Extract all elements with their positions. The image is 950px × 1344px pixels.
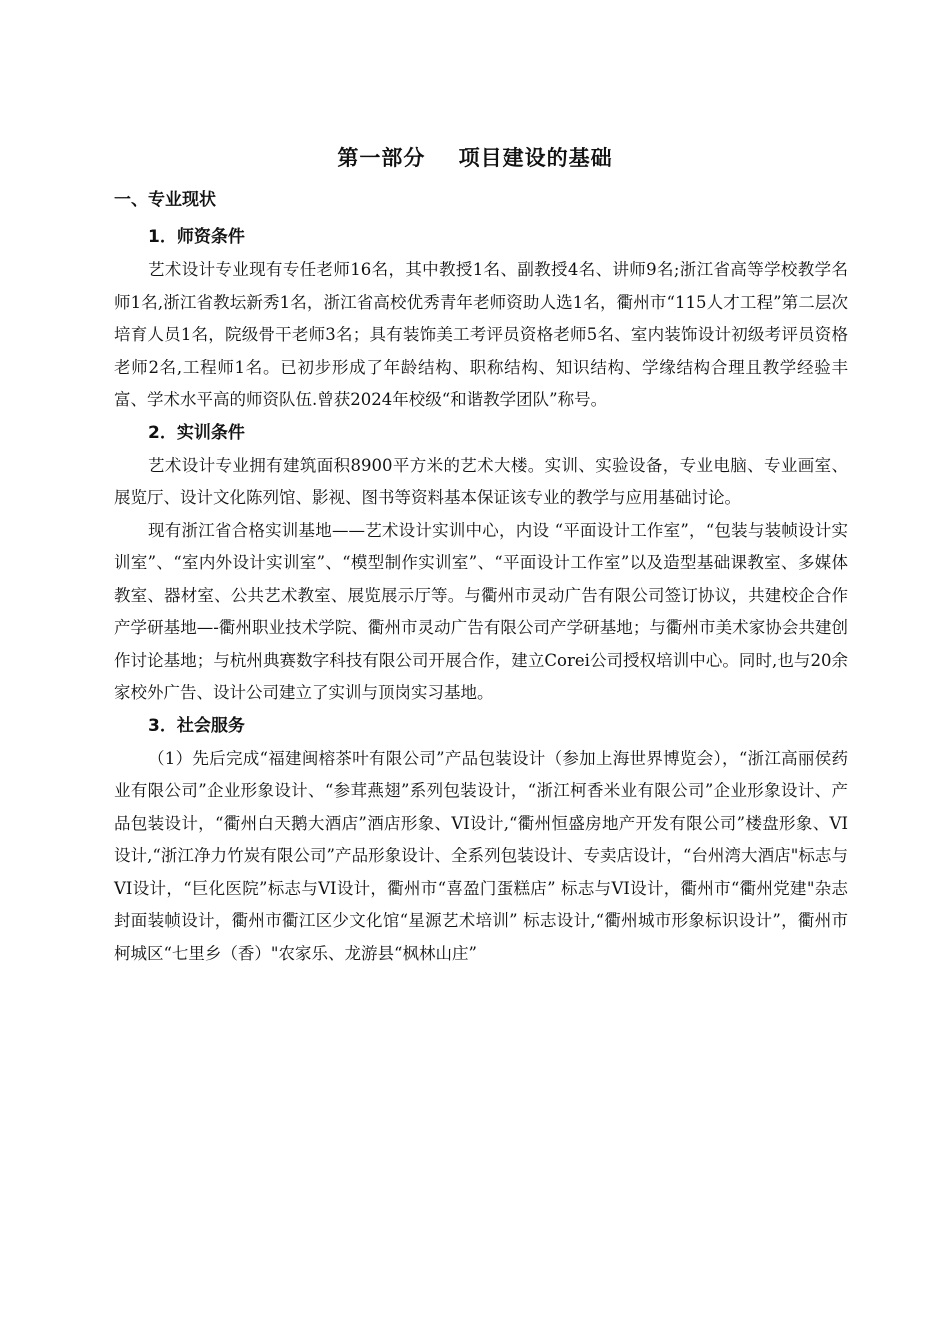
page-title: 第一部分 项目建设的基础 [337,146,613,170]
subsection-heading-training: 2．实训条件 [148,422,245,443]
section-heading-current-status: 一、专业现状 [114,190,216,210]
paragraph-training-building: 艺术设计专业拥有建筑面积8900平方米的艺术大楼。实训、实验设备，专业电脑、专业画室、展览厅、设计文化陈列馆、影视、图书等资料基本保证该专业的教学与应用基础讨论。 [114,455,848,507]
subsection-heading-social-service: 3．社会服务 [148,715,245,736]
paragraph-faculty: 艺术设计专业现有专任老师16名，其中教授1名、副教授4名、讲师9名;浙江省高等学校教学名师1名,浙江省教坛新秀1名，浙江省高校优秀青年老师资助人选1名，衢州市“115人才工程”第二层次培育人员1名，院级骨干老师3名；具有装饰美工考评员资格老师5名、室内装饰设计初级考评员资格老师2名,工程师1名。已初步形成了年龄结构、职称结构、知识结构、学缘结构合理且教学经验丰富、学术水平高的师资队伍.曾获2024年校级“和谐教学团队”称号。 [114,260,848,409]
paragraph-training-bases: 现有浙江省合格实训基地——艺术设计实训中心，内设 “平面设计工作室”，“包装与装帧设计实训室”、“室内外设计实训室”、“模型制作实训室”、“平面设计工作室”以及造型基础课教室、多媒体教室、器材室、公共艺术教室、展览展示厅等。与衢州市灵动广告有限公司签订协议，共建校企合作产学研基地—-衢州职业技术学院、衢州市灵动广告有限公司产学研基地；与衢州市美术家协会共建创作讨论基地；与杭州典赛数字科技有限公司开展合作，建立Corei公司授权培训中心。同时,也与20余家校外广告、设计公司建立了实训与顶岗实习基地。 [114,520,848,702]
paragraph-social-service-projects: （1）先后完成“福建闽榕茶叶有限公司”产品包装设计（参加上海世界博览会），“浙江高丽侯药业有限公司”企业形象设计、“参茸燕翅”系列包装设计，“浙江柯香米业有限公司”企业形象设计、产品包装设计，“衢州白天鹅大酒店”酒店形象、VI设计,“衢州恒盛房地产开发有限公司”楼盘形象、VI设计,“浙江净力竹炭有限公司”产品形象设计、全系列包装设计、专卖店设计，“台州湾大酒店"标志与VI设计，“巨化医院”标志与VI设计，衢州市“喜盈门蛋糕店” 标志与VI设计，衢州市“衢州党建"杂志封面装帧设计，衢州市衢江区少文化馆“星源艺术培训” 标志设计,“衢州城市形象标识设计”，衢州市柯城区“七里乡（香）"农家乐、龙游县“枫林山庄” [114,748,848,963]
document-body [114,184,848,970]
subsection-heading-faculty: 1．师资条件 [148,227,245,247]
